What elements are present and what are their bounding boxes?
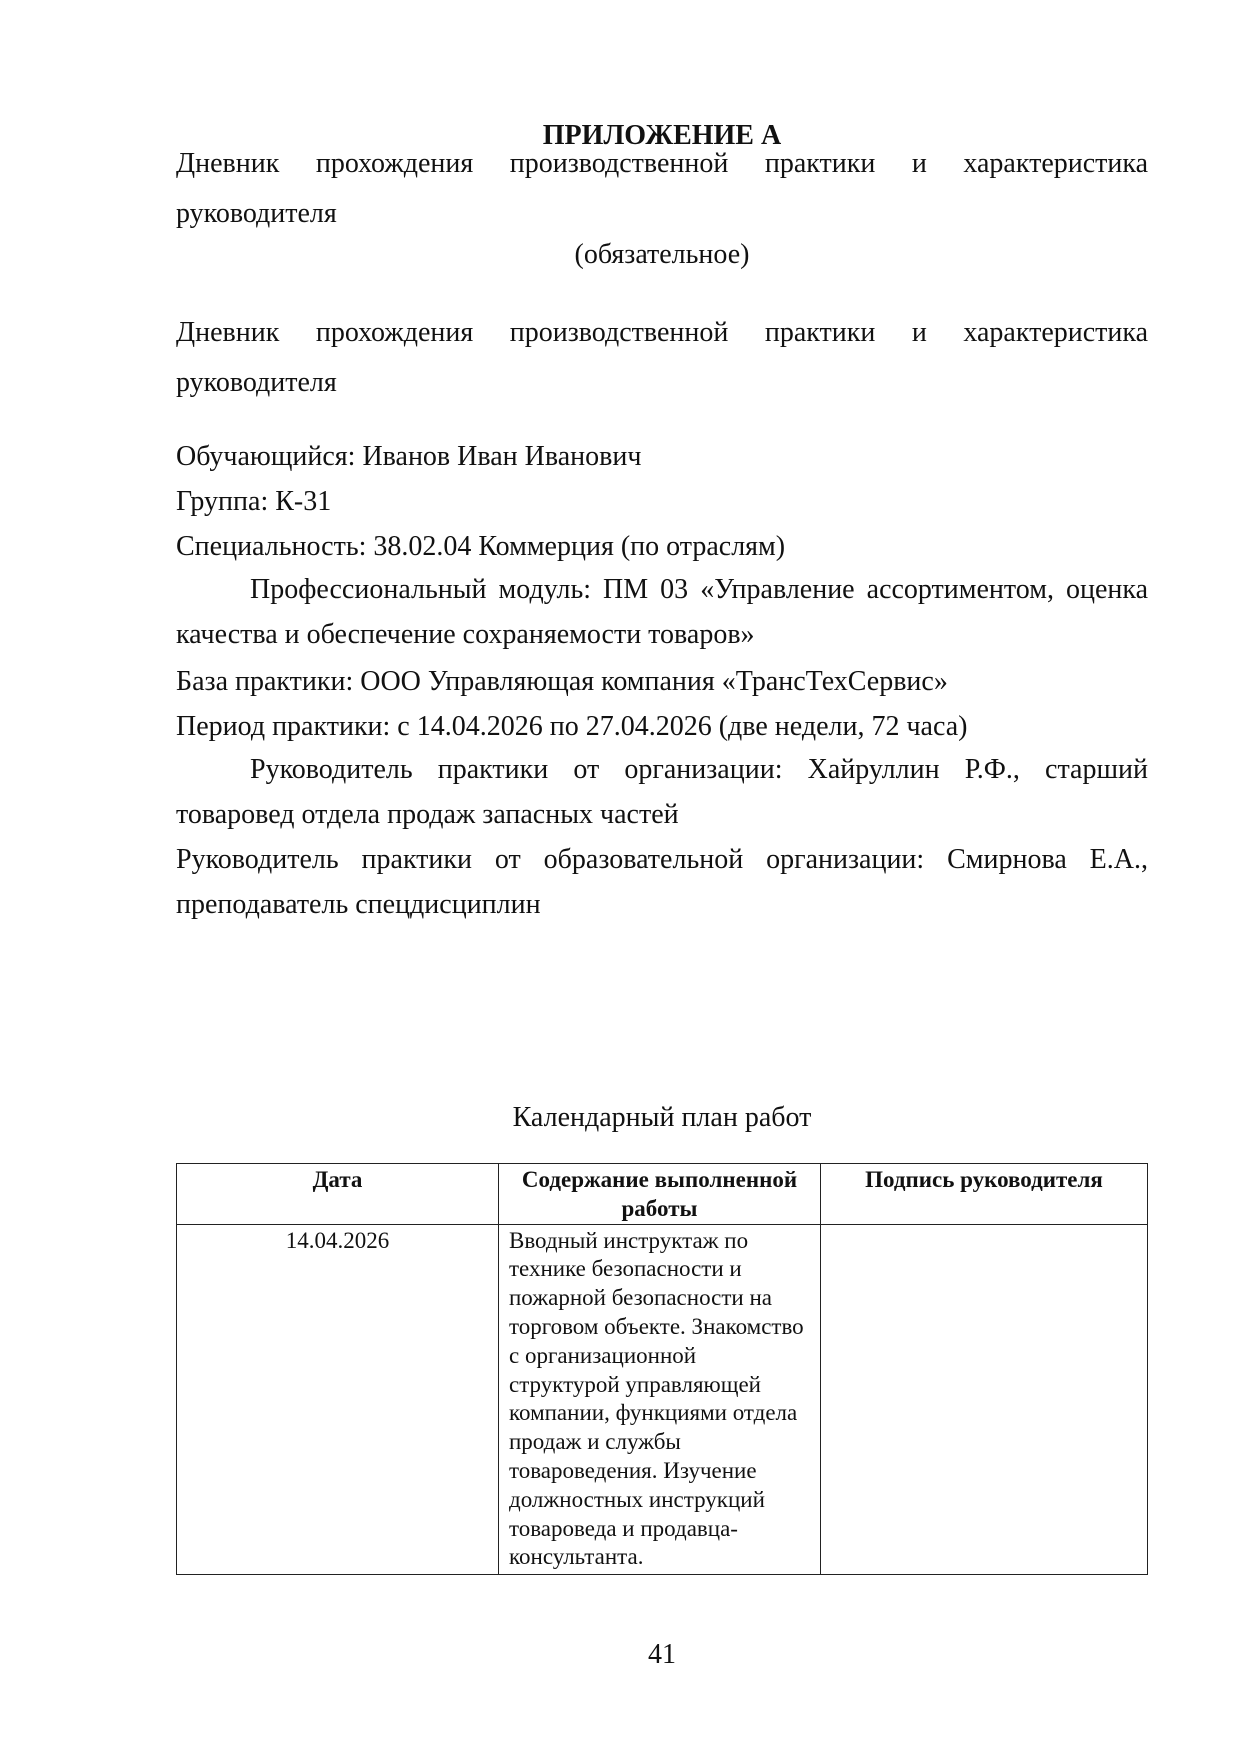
practice-period: Период практики: с 14.04.2026 по 27.04.2026 (две недели, 72 часа) — [176, 711, 968, 742]
row-date: 14.04.2026 — [177, 1224, 499, 1575]
student-name: Обучающийся: Иванов Иван Иванович — [176, 441, 642, 472]
row-signature — [821, 1224, 1148, 1575]
appendix-title: ПРИЛОЖЕНИЕ А — [542, 120, 782, 151]
student-specialty: Специальность: 38.02.04 Коммерция (по отраслям) — [176, 531, 786, 562]
row-content: Вводный инструктаж по технике безопасности и пожарной безопасности на торговом объекте. Знакомство с организационной структурой управляющей компании, функциями отдела продаж и службы товароведения. Изучение должностных инструкций товароведа и продавца-консультанта. — [499, 1224, 821, 1575]
org-supervisor: Руководитель практики от организации: Хайруллин Р.Ф., старший товаровед отдела продаж запасных частей — [176, 754, 1148, 830]
plan-caption: Календарный план работ — [512, 1102, 812, 1133]
table-row — [177, 1224, 1148, 1575]
table-header-row — [177, 1164, 1148, 1225]
appendix-intro: Дневник прохождения производственной практики и характеристика руководителя — [176, 148, 1148, 229]
appendix-status: (обязательное) — [574, 239, 750, 270]
work-plan-table — [176, 1163, 1148, 1575]
practice-base: База практики: ООО Управляющая компания «ТрансТехСервис» — [176, 666, 948, 697]
header-content: Содержание выполненной работы — [499, 1164, 821, 1225]
diary-title: Дневник прохождения производственной практики и характеристика руководителя — [176, 317, 1148, 398]
professional-module: Профессиональный модуль: ПМ 03 «Управление ассортиментом, оценка качества и обеспечение сохраняемости товаров» — [176, 574, 1148, 650]
student-group: Группа: К-31 — [176, 486, 332, 517]
page-number: 41 — [648, 1639, 676, 1670]
edu-supervisor: Руководитель практики от образовательной организации: Смирнова Е.А., преподаватель спецдисциплин — [176, 844, 1148, 920]
header-signature: Подпись руководителя — [821, 1164, 1148, 1225]
header-date: Дата — [177, 1164, 499, 1225]
